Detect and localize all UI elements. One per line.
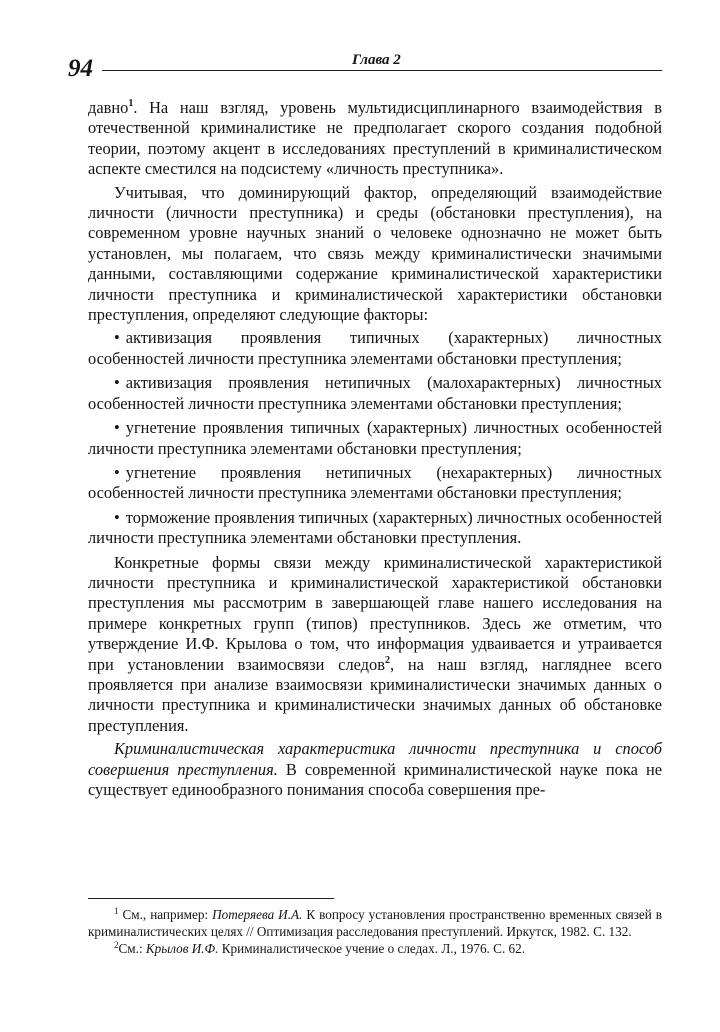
chapter-title: Глава 2: [352, 52, 401, 68]
footnotes: [88, 906, 662, 957]
running-head: [68, 46, 662, 82]
footnote-author: Крылов И.Ф.: [145, 941, 219, 956]
list-item-text: торможение проявления типичных (характерных) личностных особенностей личности преступника элементами обстановки преступления.: [88, 507, 662, 548]
section-subheading: Криминалистическая характеристика личности преступника и способ совершения преступления.: [88, 739, 662, 779]
body-text: [88, 98, 662, 803]
list-item: [88, 373, 662, 414]
footnote-marker: 1: [114, 906, 119, 916]
bullet-icon: •: [114, 418, 120, 438]
footnote-separator: [88, 898, 334, 899]
footnote-marker: 2: [114, 940, 119, 950]
paragraph-text: . На наш взгляд, уровень мультидисциплинарного взаимодействия в отечественной криминалистике не предполагает скорого создания подобной теории, поэтому акцент в исследованиях преступлений в криминалистическом аспекте сместился на подсистему «личность преступника».: [88, 98, 662, 179]
paragraph-text: , на наш взгляд, нагляднее всего проявляется при анализе взаимосвязи криминалистически значимых данных о личности преступника и криминалистически значимых данных об обстановке преступления.: [88, 654, 662, 735]
footnote-lead: См., например:: [122, 907, 213, 922]
bullet-icon: •: [114, 373, 120, 393]
footnote-author: Потеряева И.А.: [212, 907, 303, 922]
paragraph: [88, 98, 662, 180]
list-item: [88, 418, 662, 459]
list-item-text: активизация проявления типичных (характерных) личностных особенностей личности преступника элементами обстановки преступления;: [88, 328, 662, 368]
list-item: [88, 463, 662, 504]
paragraph-text: Конкретные формы связи между криминалистической характеристикой личности преступника и криминалистической характеристикой обстановки преступления мы рассмотрим в завершающей главе нашего исследования на примере конкретных групп (типов) преступников. Здесь же отметим, что утверждение И.Ф. Крылова о том, что информация удваивается и утраивается при установлении взаимосвязи следов: [88, 552, 662, 674]
footnote: [88, 906, 662, 940]
footnote-text: Криминалистическое учение о следах. Л., 1976. С. 62.: [218, 941, 526, 956]
list-item: [88, 508, 662, 549]
factor-list: [88, 328, 662, 548]
bullet-icon: •: [114, 328, 120, 348]
bullet-icon: •: [114, 462, 120, 482]
paragraph: [88, 553, 662, 737]
footnote-lead: См.:: [118, 941, 146, 956]
page-number: 94: [68, 55, 93, 82]
footnote: [88, 940, 662, 957]
paragraph-text: давно: [88, 98, 129, 117]
paragraph-text: В современной криминалистической науке пока не существует единообразного понимания способа совершения пре-: [88, 759, 662, 799]
paragraph: [88, 739, 662, 800]
bullet-icon: •: [114, 507, 120, 527]
footnote-text: К вопросу установления пространственно временных связей в криминалистических целях // Оптимизация расследования преступлений. Иркутск, 1982. С. 132.: [88, 907, 663, 939]
footnote-reference[interactable]: 2: [384, 654, 390, 666]
list-item-text: угнетение проявления нетипичных (нехарактерных) личностных особенностей личности преступника элементами обстановки преступления;: [88, 462, 662, 503]
header-rule: [102, 70, 662, 71]
list-item-text: активизация проявления нетипичных (малохарактерных) личностных особенностей личности преступника элементами обстановки преступления;: [88, 373, 662, 413]
list-item-text: угнетение проявления типичных (характерных) личностных особенностей личности преступника элементами обстановки преступления;: [88, 418, 662, 458]
paragraph: Учитывая, что доминирующий фактор, определяющий взаимодействие личности (личности преступника) и среды (обстановки преступления), на современном уровне научных знаний о человеке однозначно не может быть установлен, мы полагаем, что связь между криминалистически значимыми данными, составляющими содержание криминалистической характеристики личности преступника и криминалистической характеристики обстановки преступления, определяют следующие факторы:: [88, 182, 662, 325]
list-item: [88, 328, 662, 369]
footnote-reference[interactable]: 1: [128, 98, 134, 109]
